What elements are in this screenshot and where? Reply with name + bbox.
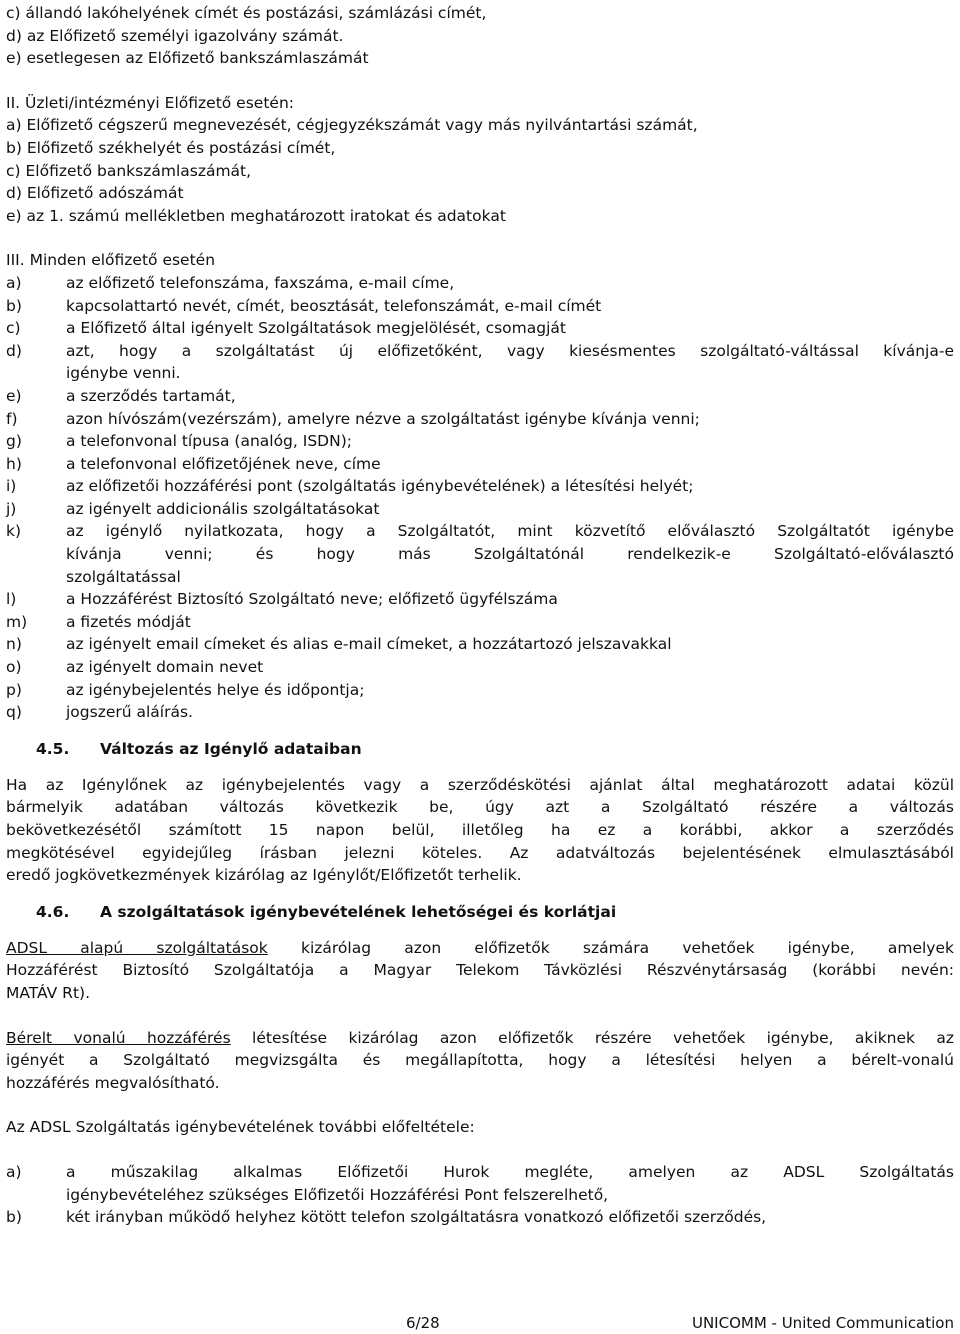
paragraph-line: eredő jogkövetkezmények kizárólag az Igénylőt/Előfizetőt terhelik. <box>6 866 522 885</box>
section-3 <box>6 249 954 723</box>
list-item-text: kívánja venni; és hogy más Szolgáltatónál rendelkezik-e Szolgáltató-előválasztó <box>66 545 954 564</box>
list-item-label: m) <box>6 612 28 631</box>
list-item-text: az igényelt email címeket és alias e-mail címeket, a hozzátartozó jelszavakkal <box>66 635 672 654</box>
list-item-label: b) <box>6 1208 22 1227</box>
list-item-label: o) <box>6 658 22 677</box>
list-item-label: q) <box>6 703 22 722</box>
list-item-text: két irányban működő helyhez kötött telefon szolgáltatásra vonatkozó előfizetői szerződés, <box>66 1208 767 1227</box>
list-item: e) az 1. számú mellékletben meghatározott iratokat és adatokat <box>6 206 506 225</box>
list-item-text: azt, hogy a szolgáltatást új előfizetőként, vagy kiesésmentes szolgáltató-váltással kívánja-e <box>66 341 954 360</box>
list-item: a) Előfizető cégszerű megnevezését, cégjegyzékszámát vagy más nyilvántartási számát, <box>6 116 698 135</box>
list-item-label: a) <box>6 273 22 292</box>
section-title: A szolgáltatások igénybevételének lehetőségei és korlátjai <box>100 902 617 921</box>
adsl-services-link[interactable]: ADSL alapú szolgáltatások <box>6 938 268 957</box>
list-item-text: jogszerű aláírás. <box>66 703 193 722</box>
leased-line-paragraph <box>6 1027 954 1095</box>
list-item-text: a Előfizető által igényelt Szolgáltatások megjelölését, csomagját <box>66 319 566 338</box>
list-item <box>6 385 954 408</box>
paragraph-line: hozzáférés megvalósítható. <box>6 1073 220 1092</box>
list-item-text: a telefonvonal típusa (analóg, ISDN); <box>66 432 352 451</box>
paragraph-line: Hozzáférést Biztosító Szolgáltatója a Magyar Telekom Távközlési Részvénytársaság (korábbi nevén: <box>6 961 954 980</box>
list-item-text: a telefonvonal előfizetőjének neve, címe <box>66 454 381 473</box>
list-item-text: az igényelt domain nevet <box>66 658 264 677</box>
list-item-text: a fizetés módját <box>66 612 191 631</box>
list-item <box>6 498 954 521</box>
list-item <box>6 1206 954 1229</box>
list-item-label: k) <box>6 522 22 541</box>
section-number: 4.6. <box>36 902 70 921</box>
company-name: UNICOMM - United Communication <box>691 1314 954 1332</box>
precondition-list <box>6 1161 954 1229</box>
list-item <box>6 588 954 611</box>
list-item <box>6 408 954 431</box>
list-item: e) esetlegesen az Előfizető bankszámlaszámát <box>6 49 369 68</box>
list-item-label: e) <box>6 386 22 405</box>
list-item-text: az igénylő nyilatkozata, hogy a Szolgáltatót, mint közvetítő előválasztó Szolgáltatót igénybe <box>66 522 954 541</box>
adsl-precondition-intro: Az ADSL Szolgáltatás igénybevételének további előfeltétele: <box>6 1118 475 1137</box>
list-item-label: l) <box>6 590 17 609</box>
list-item: b) Előfizető székhelyét és postázási címét, <box>6 138 336 157</box>
list-item-text: szolgáltatással <box>66 567 181 586</box>
section-4-5-heading <box>6 738 954 760</box>
list-item <box>6 340 954 385</box>
list-item-label: n) <box>6 635 22 654</box>
paragraph-line: Bérelt vonalú hozzáférés létesítése kizárólag azon előfizetők részére vehetőek igénybe, akiknek az <box>6 1028 954 1047</box>
section-2-title: II. Üzleti/intézményi Előfizető esetén: <box>6 93 294 112</box>
list-item-text: az igénybejelentés helye és időpontja; <box>66 680 365 699</box>
list-item <box>6 1161 954 1206</box>
page-number: 6/28 <box>406 1314 440 1332</box>
list-item-text: az előfizetői hozzáférési pont (szolgáltatás igénybevételének) a létesítési helyét; <box>66 477 694 496</box>
list-item <box>6 272 954 295</box>
list-item-text: igénybe venni. <box>66 364 181 383</box>
list-item-text: igénybevételéhez szükséges Előfizetői Hozzáférési Pont felszerelhető, <box>66 1185 609 1204</box>
list-item: d) Előfizető adószámát <box>6 184 184 203</box>
list-item-text: a Hozzáférést Biztosító Szolgáltató neve; előfizető ügyfélszáma <box>66 590 558 609</box>
section-3-title: III. Minden előfizető esetén <box>6 251 216 270</box>
list-item: c) állandó lakóhelyének címét és postázási, számlázási címét, <box>6 4 487 22</box>
list-item-text: kapcsolattartó nevét, címét, beosztását, telefonszámát, e-mail címét <box>66 296 602 315</box>
list-item <box>6 430 954 453</box>
list-item: d) az Előfizető személyi igazolvány számát. <box>6 26 344 45</box>
list-item-label: a) <box>6 1162 22 1181</box>
list-item-label: g) <box>6 432 22 451</box>
list-item-label: p) <box>6 680 22 699</box>
list-item-label: i) <box>6 477 17 496</box>
leased-line-link[interactable]: Bérelt vonalú hozzáférés <box>6 1028 231 1047</box>
list-item-label: c) <box>6 319 21 338</box>
list-item <box>6 520 954 588</box>
list-item-label: f) <box>6 409 18 428</box>
section-4-6-heading <box>6 901 954 923</box>
paragraph-line: bekövetkezésétől számított 15 napon belül, illetőleg ha ez a korábbi, akkor a szerződés <box>6 821 954 839</box>
page-footer <box>0 1314 960 1334</box>
list-item: c) Előfizető bankszámlaszámát, <box>6 161 252 180</box>
paragraph-line: megkötésével egyidejűleg írásban jelezni köteles. Az adatváltozás bejelentésének elmulasztásából <box>6 843 954 862</box>
list-item-text: az igényelt addicionális szolgáltatásokat <box>66 499 380 518</box>
list-item-label: j) <box>6 499 17 518</box>
paragraph-line: igényét a Szolgáltató megvizsgálta és megállapította, hogy a létesítési helyen a bérelt-vonalú <box>6 1051 954 1070</box>
list-item <box>6 611 954 634</box>
list-item <box>6 295 954 318</box>
list-item-label: h) <box>6 454 22 473</box>
document-page <box>6 2 954 1229</box>
list-item <box>6 317 954 340</box>
section-number: 4.5. <box>36 739 70 758</box>
adsl-paragraph <box>6 937 954 1005</box>
intro-list <box>6 2 954 70</box>
list-item <box>6 656 954 679</box>
section-3-list <box>6 272 954 724</box>
list-item-text: az előfizető telefonszáma, faxszáma, e-mail címe, <box>66 273 455 292</box>
list-item-label: b) <box>6 296 22 315</box>
list-item <box>6 701 954 724</box>
section-2 <box>6 92 954 228</box>
list-item-text: a szerződés tartamát, <box>66 386 236 405</box>
list-item <box>6 453 954 476</box>
list-item-label: d) <box>6 341 22 360</box>
section-4-5-paragraph <box>6 774 954 887</box>
paragraph-line: MATÁV Rt). <box>6 983 91 1002</box>
section-title: Változás az Igénylő adataiban <box>100 739 362 758</box>
list-item <box>6 633 954 656</box>
paragraph-line: bármelyik adatában változás következik be, úgy azt a Szolgáltató részére a változás <box>6 798 954 817</box>
list-item-text: azon hívószám(vezérszám), amelyre nézve a szolgáltatást igénybe kívánja venni; <box>66 409 700 428</box>
list-item <box>6 475 954 498</box>
list-item-text: a műszakilag alkalmas Előfizetői Hurok megléte, amelyen az ADSL Szolgáltatás <box>66 1162 954 1181</box>
list-item <box>6 679 954 702</box>
paragraph-line: Ha az Igénylőnek az igénybejelentés vagy a szerződéskötési ajánlat által meghatározott adatai közül <box>6 775 954 794</box>
paragraph-line: ADSL alapú szolgáltatások kizárólag azon előfizetők számára vehetőek igénybe, amelyek <box>6 938 954 957</box>
